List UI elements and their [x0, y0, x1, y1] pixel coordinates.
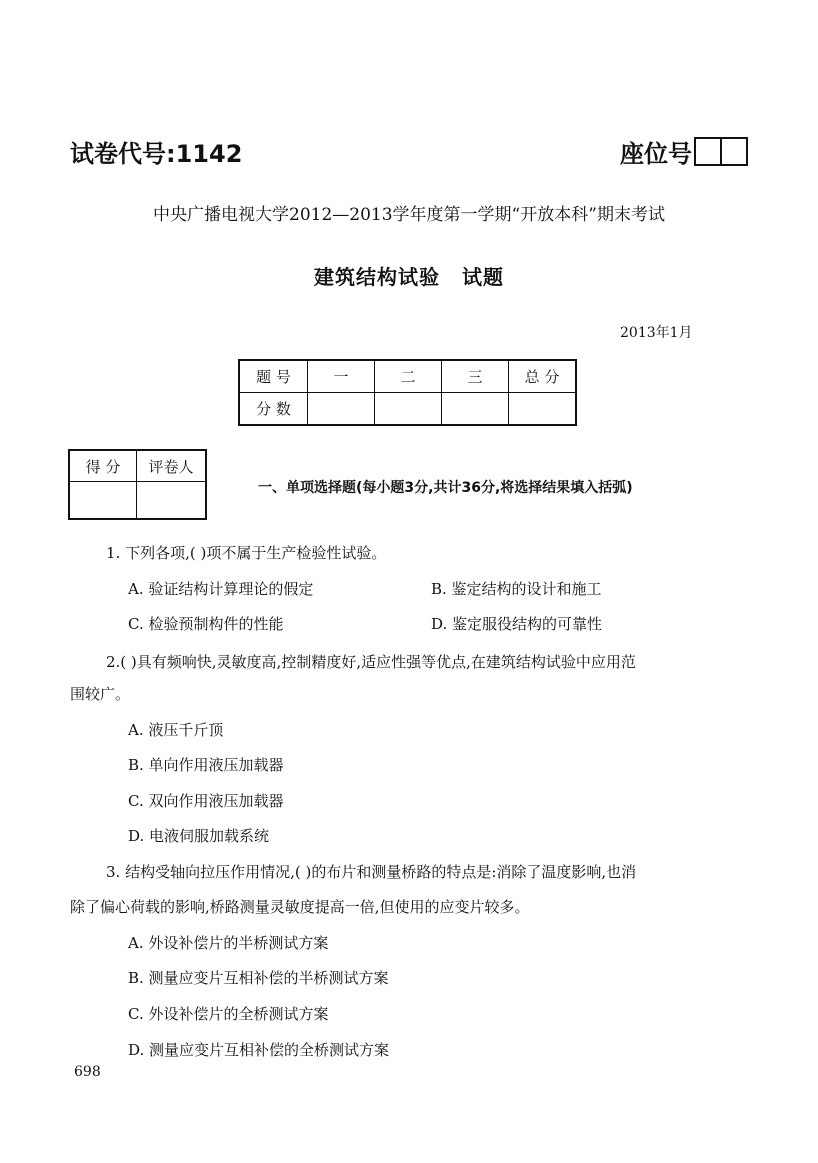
score-table-score-row	[239, 393, 576, 426]
score-header-cell: 总 分	[509, 360, 577, 393]
grader-header-score: 得 分	[69, 450, 137, 482]
score-header-cell: 题 号	[239, 360, 308, 393]
grader-name-cell	[137, 482, 207, 520]
exam-title: 中央广播电视大学2012—2013学年度第一学期“开放本科”期末考试	[153, 205, 665, 225]
question-3-option-d: D. 测量应变片互相补偿的全桥测试方案	[128, 1041, 390, 1059]
score-header-cell: 三	[442, 360, 509, 393]
seat-number-area	[620, 134, 748, 169]
grader-table	[68, 449, 207, 520]
grader-header-grader: 评卷人	[137, 450, 207, 482]
score-cell	[375, 393, 442, 426]
grader-table-header-row	[69, 450, 206, 482]
subject-title	[0, 261, 818, 290]
question-2-stem-line-1: 2.( )具有频响快,灵敏度高,控制精度好,适应性强等优点,在建筑结构试验中应用范	[106, 653, 636, 671]
subject-name: 建筑结构试验	[314, 265, 440, 289]
question-2-option-b: B. 单向作用液压加载器	[128, 756, 284, 774]
score-header-cell: 二	[375, 360, 442, 393]
score-row-label: 分 数	[239, 393, 308, 426]
seat-number-boxes	[694, 137, 748, 166]
question-2-option-c: C. 双向作用液压加载器	[128, 792, 284, 810]
score-table	[238, 359, 577, 426]
page-number: 698	[74, 1064, 101, 1080]
score-table-header-row	[239, 360, 576, 393]
grader-score-cell	[69, 482, 137, 520]
question-3-stem-line-1: 3. 结构受轴向拉压作用情况,( )的布片和测量桥路的特点是:消除了温度影响,也消	[106, 863, 637, 881]
question-1-option-b: B. 鉴定结构的设计和施工	[431, 580, 602, 598]
seat-number-label: 座位号	[620, 140, 692, 168]
grader-table-blank-row	[69, 482, 206, 520]
question-3-stem-line-2: 除了偏心荷载的影响,桥路测量灵敏度提高一倍,但使用的应变片较多。	[70, 898, 530, 916]
question-1-stem: 1. 下列各项,( )项不属于生产检验性试验。	[106, 544, 387, 562]
question-1-option-c: C. 检验预制构件的性能	[128, 615, 284, 633]
section-heading: 一、单项选择题(每小题3分,共计36分,将选择结果填入括弧)	[258, 480, 633, 496]
question-2-stem-line-2: 围较广。	[70, 685, 131, 703]
seat-box	[694, 137, 722, 166]
exam-date: 2013年1月	[620, 325, 693, 341]
score-cell	[509, 393, 577, 426]
question-3-option-c: C. 外设补偿片的全桥测试方案	[128, 1005, 329, 1023]
question-1-option-a: A. 验证结构计算理论的假定	[128, 580, 314, 598]
score-cell	[442, 393, 509, 426]
question-3-option-b: B. 测量应变片互相补偿的半桥测试方案	[128, 969, 389, 987]
question-3-option-a: A. 外设补偿片的半桥测试方案	[128, 934, 329, 952]
subject-suffix: 试题	[462, 265, 504, 289]
seat-box	[722, 137, 748, 166]
question-2-option-a: A. 液压千斤顶	[128, 721, 224, 739]
question-1-option-d: D. 鉴定服役结构的可靠性	[431, 615, 603, 633]
score-header-cell: 一	[308, 360, 375, 393]
question-2-option-d: D. 电液伺服加载系统	[128, 827, 270, 845]
exam-code-label: 试卷代号:1142	[70, 140, 243, 168]
score-cell	[308, 393, 375, 426]
